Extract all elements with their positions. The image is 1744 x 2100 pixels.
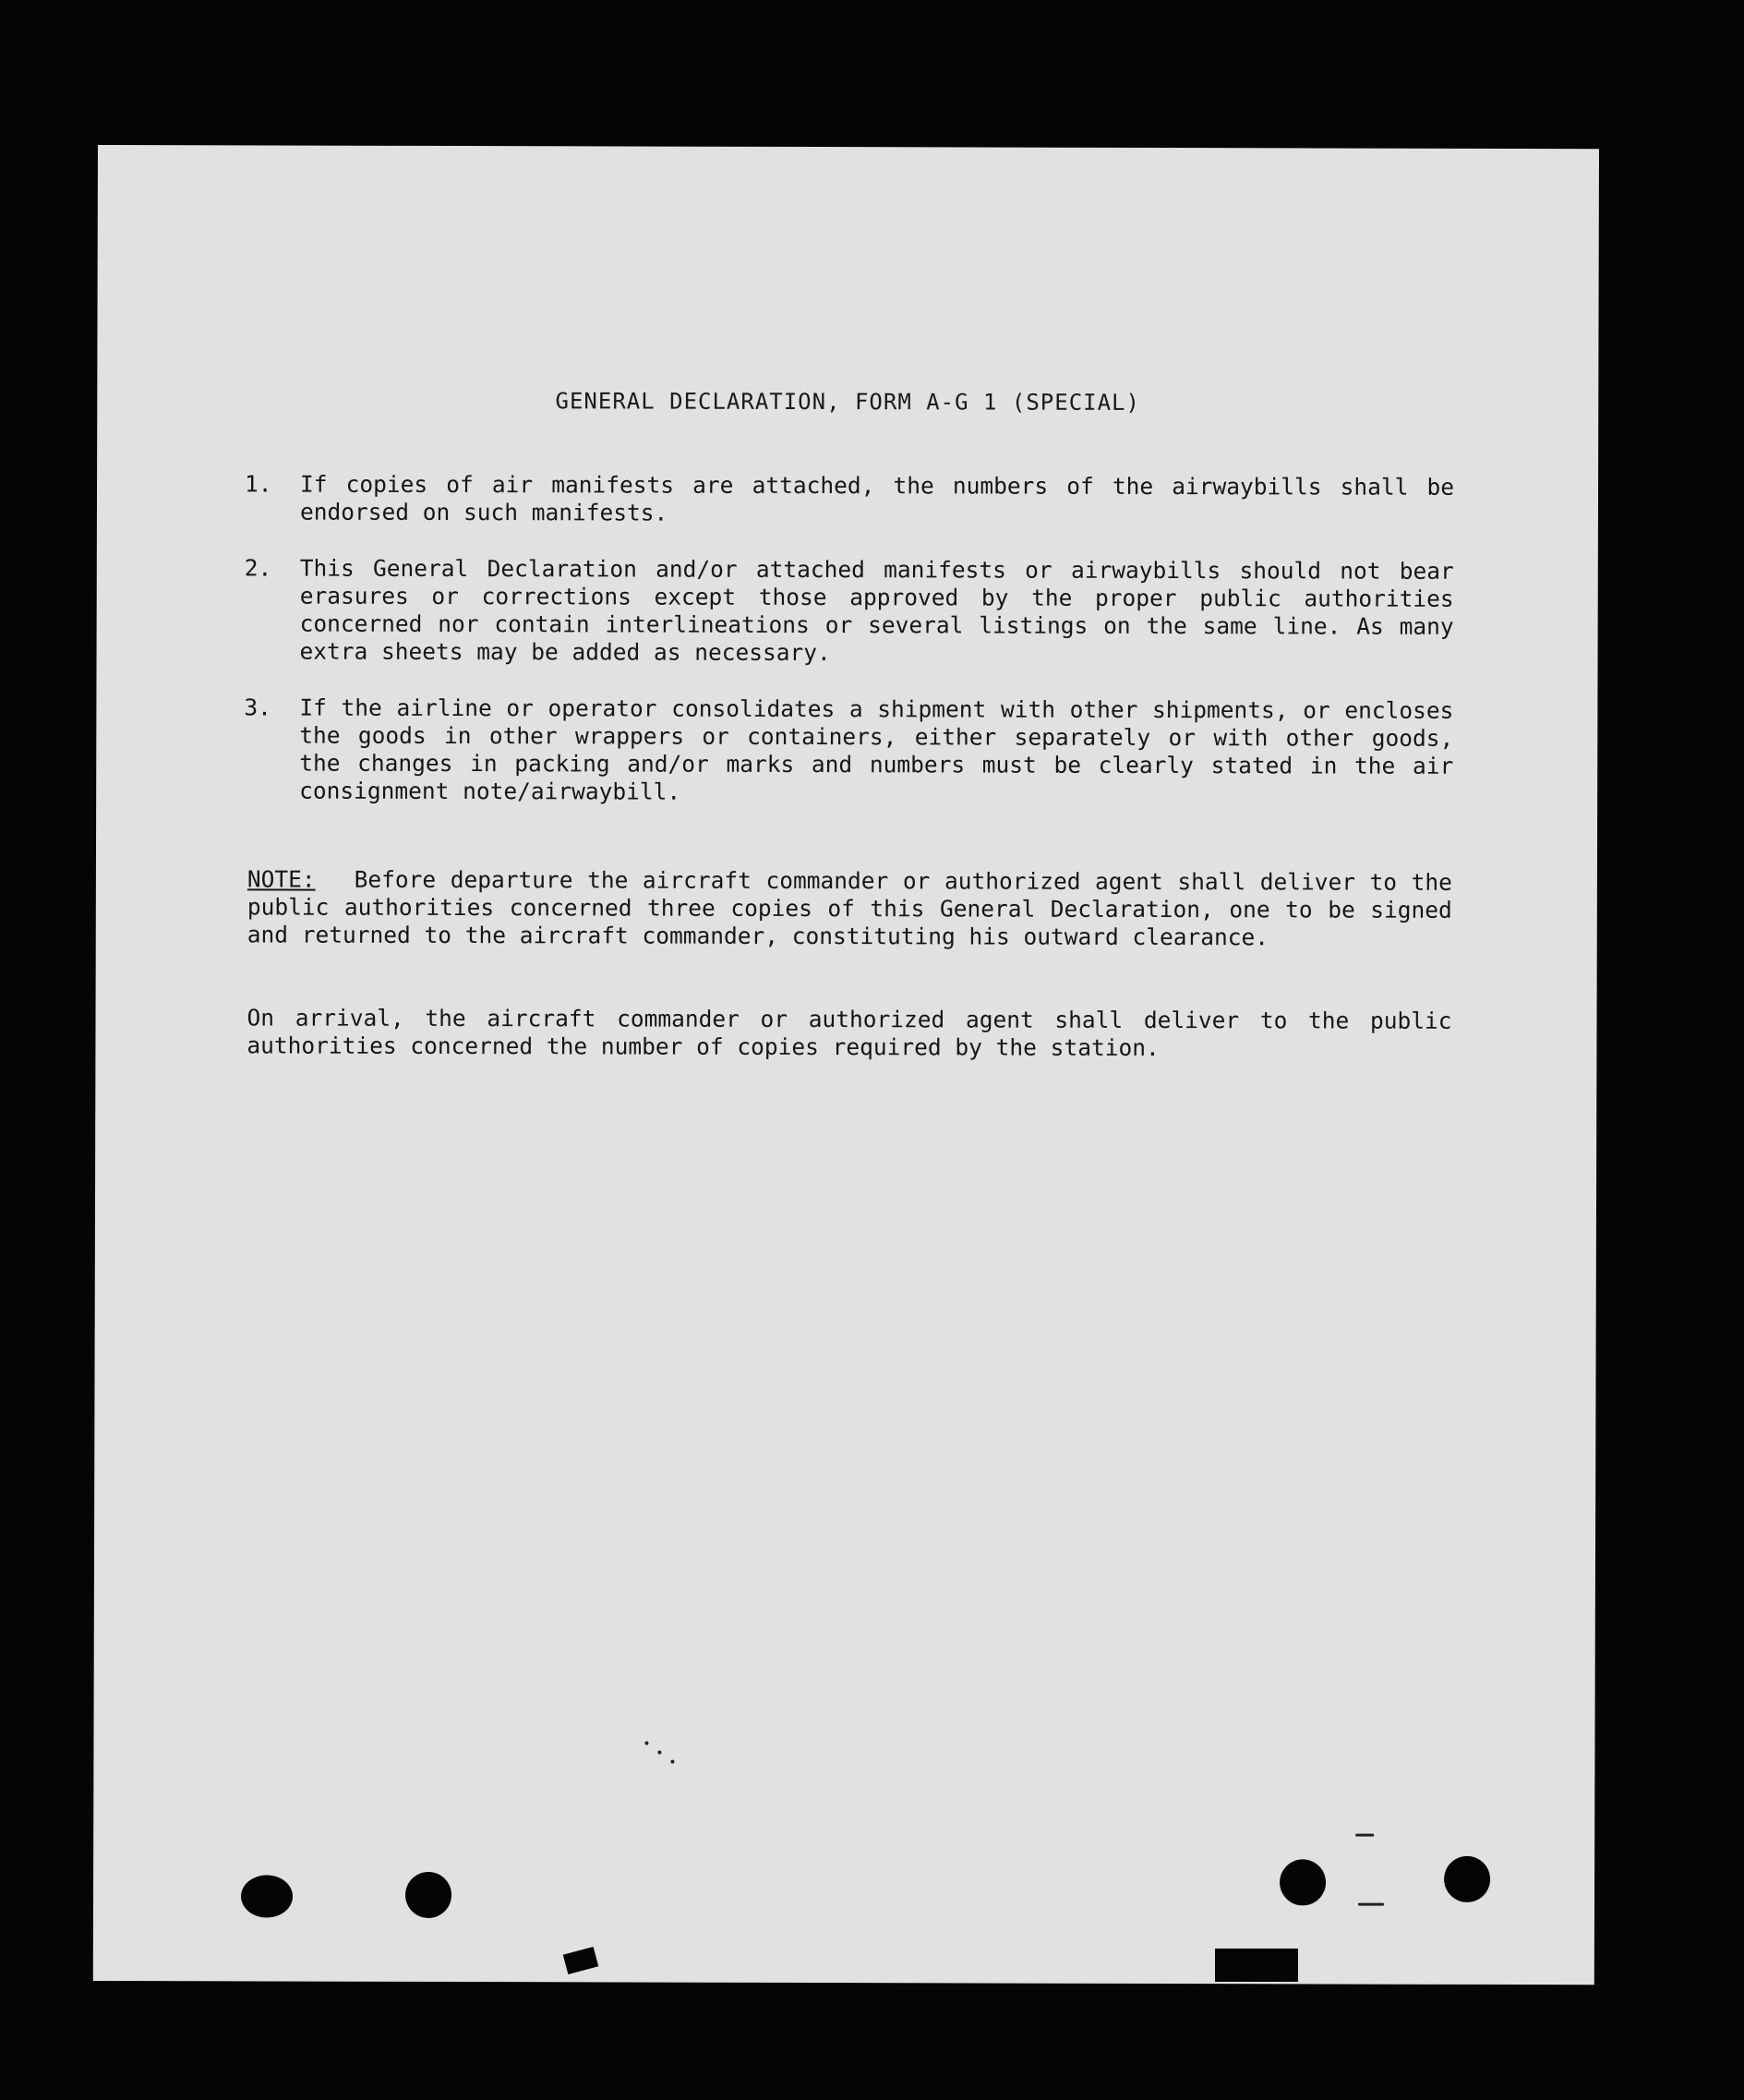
instruction-item-1 [245, 470, 1455, 526]
item-number: 3. [244, 694, 271, 721]
item-text: If the airline or operator consolidates a shipment with other shipments, or encloses the goods in other wrappers or containers, either separately or with other goods, the changes in packing and/or marks and numbers must be clearly stated in the air consignment note/airwaybill. [299, 694, 1454, 805]
arrival-paragraph: On arrival, the aircraft commander or authorized agent shall deliver to the public authorities concerned the number of copies required by the station. [247, 1004, 1452, 1062]
note-label: NOTE: [247, 865, 316, 893]
document-title: GENERAL DECLARATION, FORM A-G 1 (SPECIAL) [555, 388, 1141, 416]
punch-hole-right-2 [1444, 1856, 1490, 1902]
punch-hole-left-2 [405, 1872, 451, 1918]
note-paragraph [247, 865, 1452, 951]
speck [1358, 1903, 1384, 1906]
item-text: If copies of air manifests are attached, the numbers of the airwaybills shall be endorsed on such manifests. [299, 470, 1455, 526]
item-text: This General Declaration and/or attached manifests or airwaybills should not bear erasures or corrections except those approved by the proper public authorities concerned nor contain interlineations or several listings on the same line. As many extra sheets may be added as necessary. [299, 554, 1454, 667]
punch-hole-right-1 [1280, 1859, 1326, 1905]
item-number: 1. [245, 470, 272, 498]
item-number: 2. [244, 554, 272, 582]
speck [657, 1751, 661, 1755]
instruction-item-3 [244, 694, 1454, 805]
punch-hole-left-1 [241, 1875, 293, 1917]
document-page [93, 145, 1599, 1985]
speck [1355, 1834, 1374, 1837]
torn-mark [1215, 1949, 1298, 1982]
speck [670, 1760, 674, 1764]
note-text: Before departure the aircraft commander or authorized agent shall deliver to the public authorities concerned three copies of this General Declaration, one to be signed and returned to the aircraft commander, constituting his outward clearance. [247, 865, 1452, 951]
instruction-item-2 [244, 554, 1454, 667]
speck [644, 1742, 648, 1745]
